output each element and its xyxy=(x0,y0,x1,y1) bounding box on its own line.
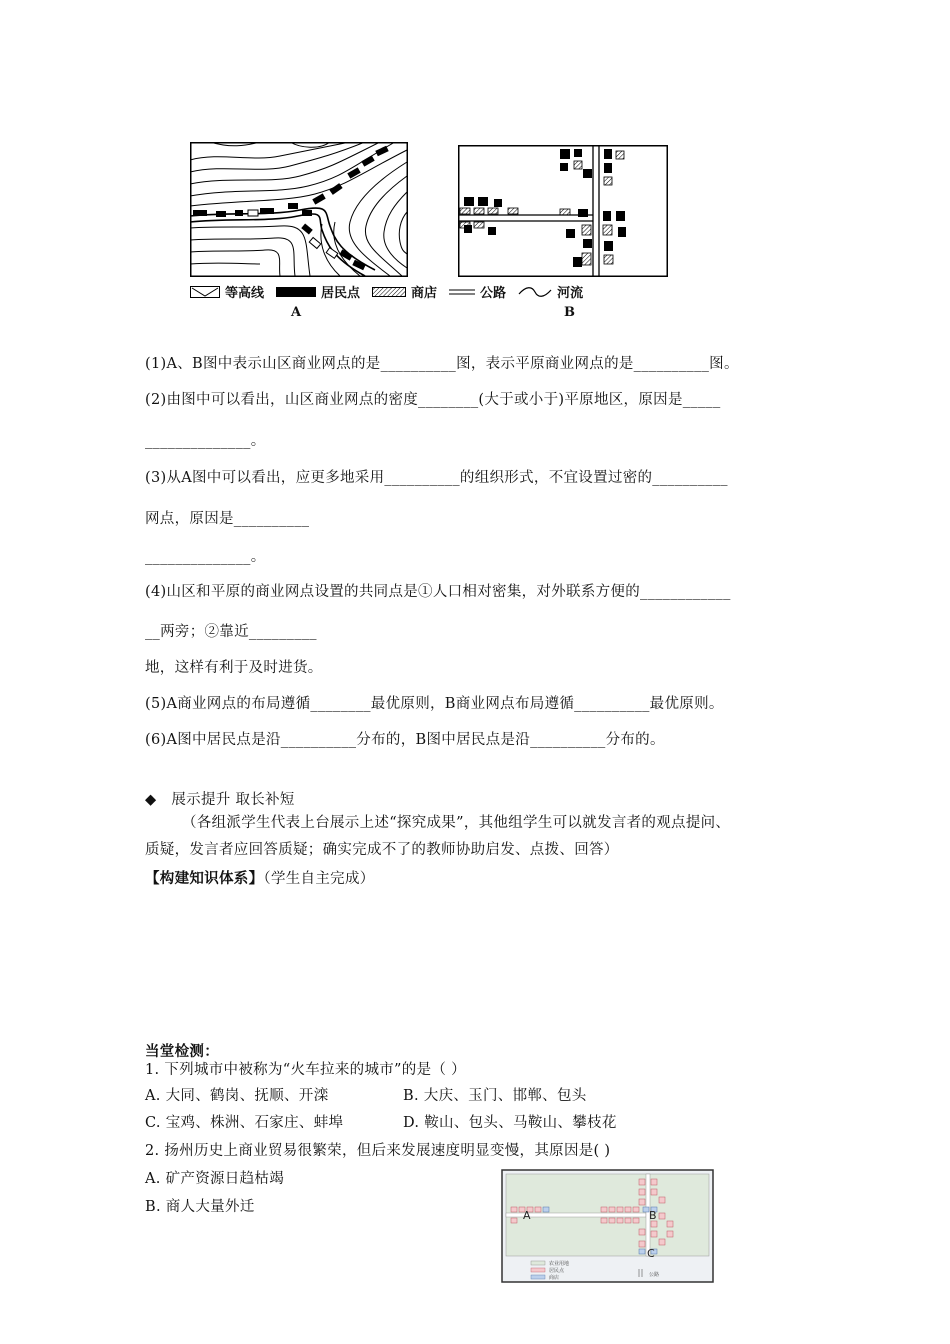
question-3-line-3: ______________。 xyxy=(145,549,266,565)
test-q1-option-c: C. 宝鸡、株洲、石家庄、蚌埠 xyxy=(145,1115,344,1131)
section-title: 展示提升 取长补短 xyxy=(171,792,295,808)
small-map-legend-1: 农业用地 xyxy=(549,1261,570,1267)
question-2-line-2: ______________。 xyxy=(145,433,266,449)
small-map-label-b: B xyxy=(649,1209,657,1222)
figure-a-caption: A xyxy=(291,305,302,320)
legend-settlement xyxy=(276,282,360,301)
test-q2-option-a: A. 矿产资源日趋枯竭 xyxy=(145,1171,284,1187)
figure-b-caption: B xyxy=(564,305,575,320)
question-5: (5)A商业网点的布局遵循________最优原则，B商业网点布局遵循__________最优原则。 xyxy=(145,696,724,712)
river-icon xyxy=(518,286,552,298)
test-question-1: 1. 下列城市中被称为“火车拉来的城市”的是（ ） xyxy=(145,1062,466,1078)
legend-contour xyxy=(190,282,264,301)
knowledge-system-row xyxy=(145,867,375,888)
legend-settlement-label: 居民点 xyxy=(321,286,361,301)
settlement-icon xyxy=(276,286,316,298)
test-question-2: 2. 扬州历史上商业贸易很繁荣，但后来发展速度明显变慢，其原因是( ) xyxy=(145,1143,611,1159)
road-icon xyxy=(449,286,475,298)
test-q1-option-a: A. 大同、鹤岗、抚顺、开滦 xyxy=(145,1088,329,1104)
question-2-line-1: (2)由图中可以看出，山区商业网点的密度________(大于或小于)平原地区，原因是_____ xyxy=(145,392,721,408)
section-desc-line-2: 质疑，发言者应回答质疑；确实完成不了的教师协助启发、点拨、回答） xyxy=(145,842,619,858)
map-legend xyxy=(190,282,589,301)
legend-river xyxy=(518,282,583,301)
question-1: (1)A、B图中表示山区商业网点的是__________图，表示平原商业网点的是__________图。 xyxy=(145,356,739,372)
question-6: (6)A图中居民点是沿__________分布的，B图中居民点是沿__________分布的。 xyxy=(145,732,665,748)
legend-road-label: 公路 xyxy=(480,286,507,301)
contour-icon xyxy=(190,286,220,298)
question-3-line-1: (3)从A图中可以看出，应更多地采用__________的组织形式，不宜设置过密的__________ xyxy=(145,470,728,486)
legend-shop xyxy=(372,282,437,301)
question-4-line-1: (4)山区和平原的商业网点设置的共同点是①人口相对密集，对外联系方便的____________ xyxy=(145,584,731,600)
shop-icon xyxy=(372,286,406,298)
legend-river-label: 河流 xyxy=(557,286,584,301)
legend-contour-label: 等高线 xyxy=(225,286,265,301)
small-map-label-a: A xyxy=(523,1209,531,1222)
question-4-line-2: __两旁；②靠近_________ xyxy=(145,624,317,640)
section-desc-line-1: （各组派学生代表上台展示上述“探究成果”，其他组学生可以就发言者的观点提问、 xyxy=(182,815,731,831)
question-4-line-3: 地，这样有利于及时进货。 xyxy=(145,660,323,676)
small-map-legend-4: 公路 xyxy=(649,1272,660,1278)
map-a-mountain xyxy=(190,142,408,277)
diamond-bullet-icon: ◆ xyxy=(145,792,157,808)
knowledge-system-note: （学生自主完成） xyxy=(263,871,375,887)
test-heading: 当堂检测： xyxy=(145,1044,219,1060)
small-map-legend-2: 居民点 xyxy=(549,1268,565,1274)
test-q1-option-d: D. 鞍山、包头、马鞍山、攀枝花 xyxy=(403,1115,617,1131)
knowledge-system-title: 【构建知识体系】 xyxy=(145,870,264,887)
small-map-legend-3: 商店 xyxy=(549,1275,560,1281)
section-title-row xyxy=(145,788,295,809)
test-q2-option-b: B. 商人大量外迁 xyxy=(145,1199,255,1215)
map-b-plain xyxy=(458,145,668,277)
test-q1-option-b: B. 大庆、玉门、邯郸、包头 xyxy=(403,1088,587,1104)
small-map-label-c: C xyxy=(647,1247,655,1260)
legend-road xyxy=(449,282,506,301)
small-land-use-map xyxy=(501,1169,714,1283)
legend-shop-label: 商店 xyxy=(411,286,438,301)
question-3-line-2: 网点，原因是__________ xyxy=(145,511,310,527)
